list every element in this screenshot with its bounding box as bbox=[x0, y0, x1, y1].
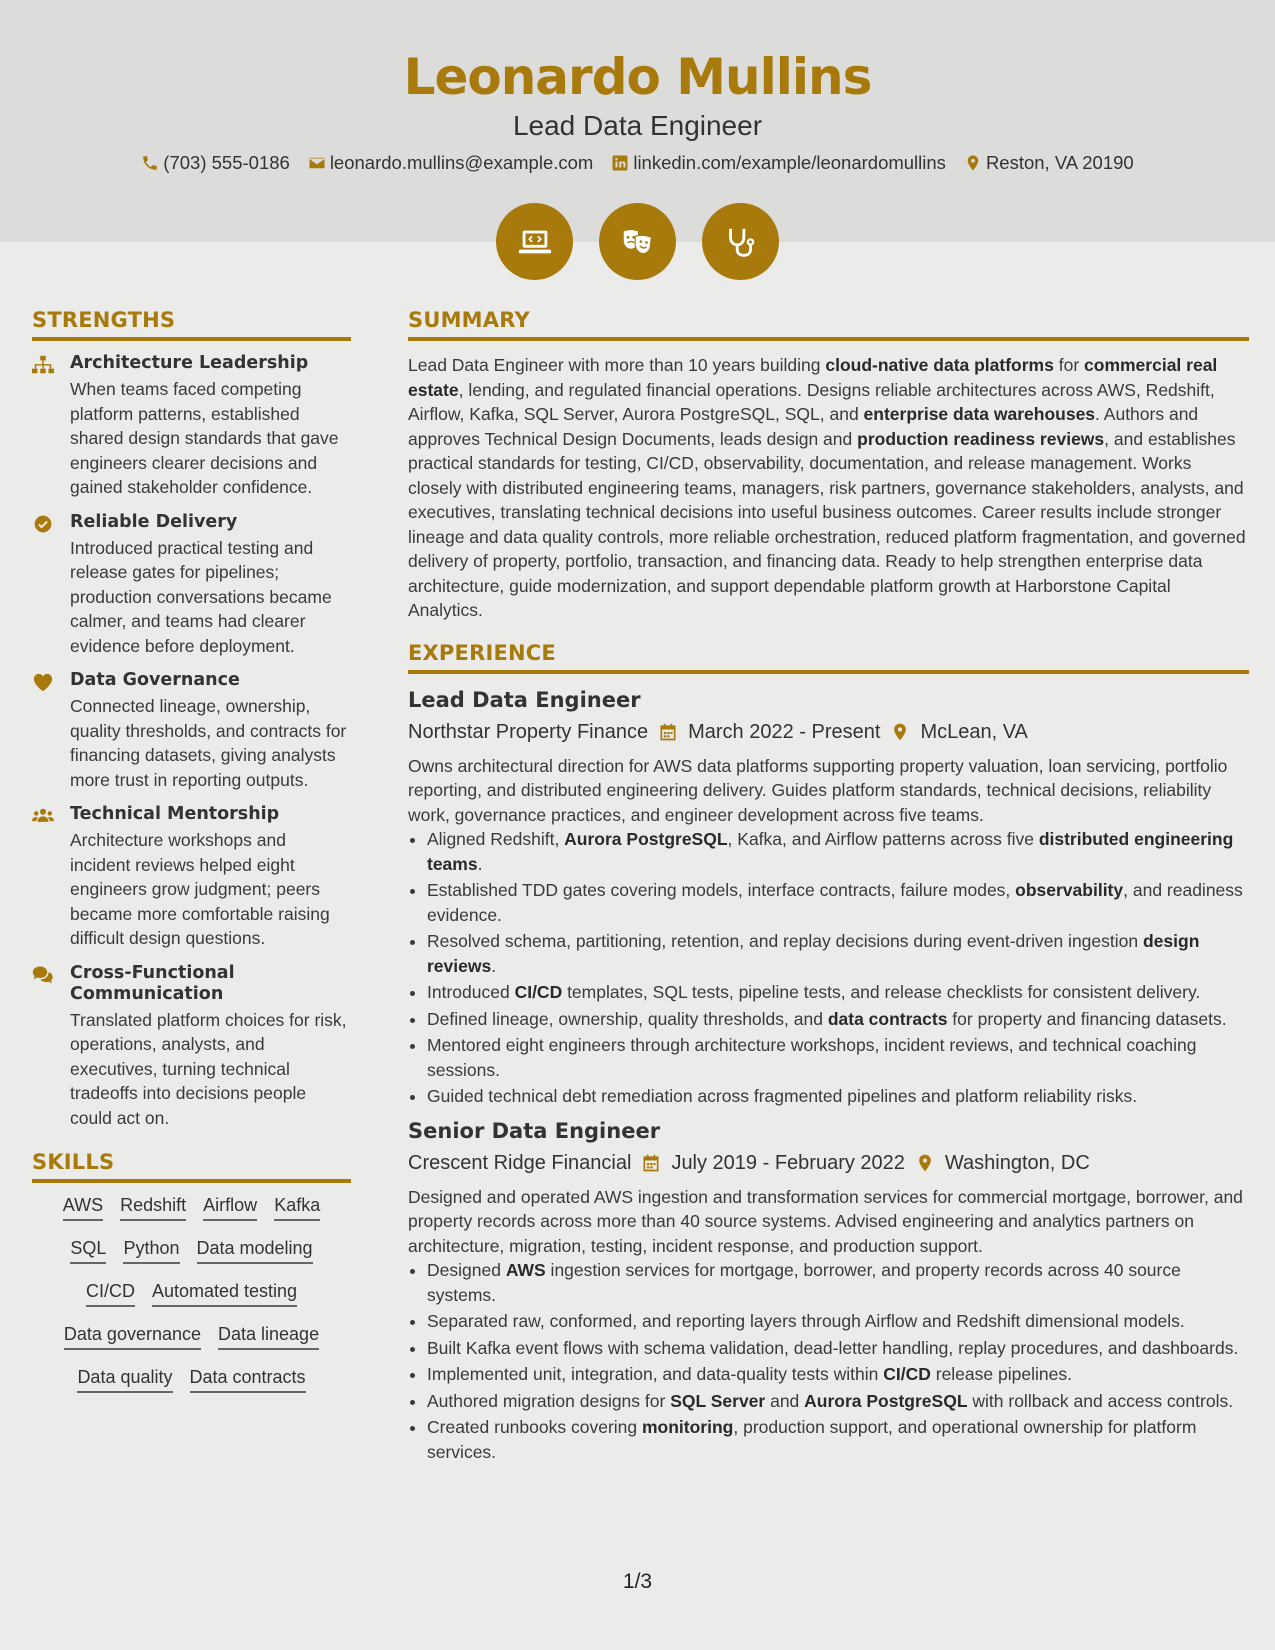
email-text: leonardo.mullins@example.com bbox=[329, 152, 594, 173]
list-item: • Separated raw, conformed, and reporting layers through Airflow and Redshift dimensional models. bbox=[427, 1309, 1249, 1334]
skill-row bbox=[32, 1281, 351, 1307]
page-number: 1/3 bbox=[622, 1570, 653, 1593]
phone-text: (703) 555-0186 bbox=[163, 152, 290, 173]
badge-row bbox=[0, 203, 1275, 280]
map-marker-icon bbox=[890, 722, 910, 742]
job-entry bbox=[408, 1117, 1249, 1465]
location-text: Reston, VA 20190 bbox=[985, 152, 1134, 173]
strength-text: Translated platform choices for risk, operations, analysts, and executives, turning technical tradeoffs into decisions people could act on. bbox=[70, 1009, 347, 1128]
envelope-icon bbox=[308, 154, 326, 172]
contact-row bbox=[0, 152, 1275, 174]
heart-icon bbox=[32, 672, 54, 692]
theater-masks-badge bbox=[599, 203, 676, 280]
strength-item bbox=[32, 963, 351, 1131]
skill-tag: Data modeling bbox=[197, 1238, 313, 1264]
list-item: • Authored migration designs for SQL Server and Aurora PostgreSQL with rollback and access controls. bbox=[427, 1389, 1249, 1414]
list-item: • Built Kafka event flows with schema validation, dead-letter handling, replay procedures, and dashboards. bbox=[427, 1336, 1249, 1361]
strength-text: Connected lineage, ownership, quality thresholds, and contracts for financing datasets, giving analysts more trust in reporting outputs. bbox=[70, 696, 347, 790]
job-dates: July 2019 - February 2022 bbox=[671, 1151, 905, 1174]
calendar-icon bbox=[658, 722, 678, 742]
skill-row bbox=[32, 1238, 351, 1264]
skill-row bbox=[32, 1367, 351, 1393]
strength-item bbox=[32, 670, 351, 792]
job-description: Owns architectural direction for AWS data platforms supporting property valuation, loan servicing, portfolio reporting, and distributed engineering delivery. Guides platform standards, technical decisions, reliability work, governance practices, and engineer development across five teams. bbox=[408, 755, 1228, 825]
strength-title: Architecture Leadership bbox=[70, 353, 309, 373]
candidate-title: Lead Data Engineer bbox=[512, 110, 763, 141]
list-item: • Established TDD gates covering models, interface contracts, failure modes, observability, and readiness evidence. bbox=[427, 878, 1249, 927]
list-item: • Implemented unit, integration, and data-quality tests within CI/CD release pipelines. bbox=[427, 1362, 1249, 1387]
skills-heading: SKILLS bbox=[32, 1150, 351, 1183]
list-item: • Mentored eight engineers through architecture workshops, incident reviews, and technical coaching sessions. bbox=[427, 1033, 1249, 1082]
job-location: Washington, DC bbox=[944, 1151, 1090, 1174]
linkedin-text: linkedin.com/example/leonardomullins bbox=[633, 152, 946, 173]
candidate-name: Leonardo Mullins bbox=[403, 48, 872, 106]
job-description: Designed and operated AWS ingestion and transformation services for commercial mortgage, borrower, and property records across more than 40 source systems. Advised engineering and analytics partners on architecture, migration, testing, incident response, and production support. bbox=[408, 1186, 1243, 1256]
users-icon bbox=[32, 806, 54, 826]
sitemap-icon bbox=[32, 355, 54, 375]
strength-title: Data Governance bbox=[70, 670, 240, 690]
skill-tag: Kafka bbox=[274, 1195, 320, 1221]
skill-tag: Python bbox=[123, 1238, 179, 1264]
summary-heading: SUMMARY bbox=[408, 308, 1249, 341]
calendar-icon bbox=[641, 1153, 661, 1173]
strengths-heading: STRENGTHS bbox=[32, 308, 351, 341]
theater-masks-icon bbox=[619, 223, 657, 261]
skill-tag: SQL bbox=[70, 1238, 106, 1264]
strength-text: Introduced practical testing and release gates for pipelines; production conversations became calmer, and teams had clearer evidence before deployment. bbox=[70, 537, 332, 656]
job-title: Senior Data Engineer bbox=[408, 1118, 661, 1143]
job-meta bbox=[408, 717, 1249, 747]
list-item: • Guided technical debt remediation across fragmented pipelines and platform reliability risks. bbox=[427, 1084, 1249, 1109]
job-company: Crescent Ridge Financial bbox=[408, 1151, 632, 1174]
job-title: Lead Data Engineer bbox=[408, 687, 641, 712]
right-column bbox=[408, 308, 1249, 1466]
job-dates: March 2022 - Present bbox=[688, 720, 881, 743]
map-marker-icon bbox=[964, 154, 982, 172]
skill-tag: Redshift bbox=[120, 1195, 186, 1221]
contact-phone[interactable] bbox=[141, 152, 290, 174]
map-marker-icon bbox=[915, 1153, 935, 1173]
job-company: Northstar Property Finance bbox=[408, 720, 649, 743]
strength-item bbox=[32, 353, 351, 500]
phone-icon bbox=[141, 154, 159, 172]
left-column bbox=[32, 308, 351, 1410]
strength-text: Architecture workshops and incident reviews helped eight engineers grow judgment; peers became more comfortable raising difficult design questions. bbox=[70, 830, 330, 948]
linkedin-icon bbox=[611, 154, 629, 172]
strength-item bbox=[32, 512, 351, 659]
list-item: • Introduced CI/CD templates, SQL tests, pipeline tests, and release checklists for consistent delivery. bbox=[427, 980, 1249, 1005]
list-item: • Created runbooks covering monitoring, production support, and operational ownership for platform services. bbox=[427, 1415, 1249, 1464]
strength-title: Technical Mentorship bbox=[70, 804, 280, 824]
skill-tag: Data contracts bbox=[190, 1367, 306, 1393]
strength-item bbox=[32, 804, 351, 951]
skill-row bbox=[32, 1195, 351, 1221]
skill-tag: Data quality bbox=[77, 1367, 172, 1393]
skill-tag: AWS bbox=[63, 1195, 103, 1221]
skill-tag: Airflow bbox=[203, 1195, 257, 1221]
stethoscope-icon bbox=[722, 223, 760, 261]
experience-heading: EXPERIENCE bbox=[408, 641, 1249, 674]
strength-title: Reliable Delivery bbox=[70, 511, 238, 532]
list-item: • Aligned Redshift, Aurora PostgreSQL, Kafka, and Airflow patterns across five distributed engineering teams. bbox=[427, 827, 1249, 876]
check-circle-icon bbox=[32, 514, 54, 534]
job-bullets bbox=[408, 1258, 1249, 1464]
summary-text: Lead Data Engineer with more than 10 years building cloud-native data platforms for commercial real estate, lending, and regulated financial operations. Designs reliable architectures across AWS, Redshift, Airflow, Kafka, SQL Server, Aurora PostgreSQL, SQL, and enterprise data warehouses. Authors and approves Technical Design Documents, leads design and production readiness reviews, and establishes practical standards for testing, CI/CD, observability, documentation, and release management. Works closely with distributed engineering teams, managers, risk partners, governance stakeholders, analysts, and executives, translating technical decisions into useful business outcomes. Career results include stronger lineage and data quality controls, more reliable orchestration, reduced platform fragmentation, and governed delivery of property, portfolio, transaction, and financing data. Ready to help strengthen enterprise data architecture, guide modernization, and support dependable platform growth at Harborstone Capital Analytics. bbox=[408, 355, 1246, 620]
strength-title: Cross-Functional Communication bbox=[70, 962, 235, 1004]
job-bullets bbox=[408, 827, 1249, 1109]
contact-location bbox=[964, 152, 1134, 174]
stethoscope-badge bbox=[702, 203, 779, 280]
list-item: • Designed AWS ingestion services for mortgage, borrower, and property records across 40 source systems. bbox=[427, 1258, 1249, 1307]
strength-text: When teams faced competing platform patterns, established shared design standards that gave engineers clearer decisions and gained stakeholder confidence. bbox=[70, 379, 339, 497]
skill-row bbox=[32, 1324, 351, 1350]
job-meta bbox=[408, 1148, 1249, 1178]
laptop-code-badge bbox=[496, 203, 573, 280]
skill-tag: Data lineage bbox=[218, 1324, 319, 1350]
list-item: • Resolved schema, partitioning, retention, and replay decisions during event-driven ingestion design reviews. bbox=[427, 929, 1249, 978]
skill-tag: CI/CD bbox=[86, 1281, 135, 1307]
skills-list bbox=[32, 1195, 351, 1393]
contact-linkedin[interactable] bbox=[611, 152, 946, 174]
comments-icon bbox=[32, 965, 54, 985]
experience-list bbox=[408, 686, 1249, 1465]
job-entry bbox=[408, 686, 1249, 1109]
skill-tag: Data governance bbox=[64, 1324, 201, 1350]
skill-tag: Automated testing bbox=[152, 1281, 297, 1307]
laptop-code-icon bbox=[516, 223, 554, 261]
contact-email[interactable] bbox=[308, 152, 594, 174]
list-item: • Defined lineage, ownership, quality thresholds, and data contracts for property and financing datasets. bbox=[427, 1007, 1249, 1032]
job-location: McLean, VA bbox=[920, 720, 1028, 743]
